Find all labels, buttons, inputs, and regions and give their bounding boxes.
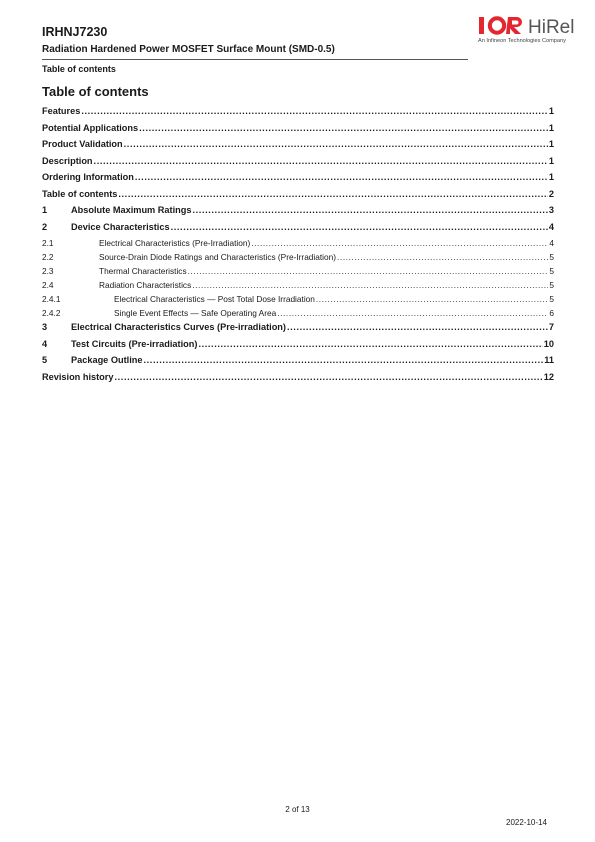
toc-entry-page: 4	[548, 221, 554, 232]
toc-entry-page: 5	[549, 280, 554, 290]
leader-dots	[316, 294, 548, 304]
toc-entry-section-5[interactable]	[42, 355, 554, 372]
toc-entry-number: 2.4.1	[42, 294, 61, 304]
toc-entry-number: 1	[42, 205, 48, 215]
leader-dots	[135, 172, 548, 182]
toc-entry-table-of-contents[interactable]	[42, 189, 554, 206]
toc-entry-number: 5	[42, 355, 48, 365]
page-number: 2 of 13	[285, 805, 310, 814]
toc-entry-number: 4	[42, 338, 48, 349]
toc-entry-page: 1	[548, 155, 554, 166]
leader-dots	[198, 339, 542, 349]
toc-entry-page: 5	[549, 252, 554, 262]
toc-entry-revision-history[interactable]	[42, 372, 554, 389]
leader-dots	[94, 156, 548, 166]
toc-entry-page: 2	[548, 188, 554, 199]
toc-entry-label: Radiation Characteristics	[99, 280, 192, 290]
leader-dots	[118, 189, 548, 199]
leader-dots	[337, 252, 548, 262]
svg-text:HiRel: HiRel	[528, 17, 575, 38]
toc-entry-ordering-information[interactable]	[42, 172, 554, 189]
toc-entry-page: 7	[548, 322, 554, 332]
toc-entry-label: Features	[42, 106, 81, 116]
toc-entry-label: Potential Applications	[42, 122, 139, 133]
toc-entry-label: Description	[42, 155, 93, 166]
document-part-number: IRHNJ7230	[42, 25, 108, 39]
toc-entry-label: Electrical Characteristics (Pre-Irradiation)	[99, 238, 251, 248]
toc-entry-number: 3	[42, 322, 48, 332]
header-divider	[42, 59, 468, 60]
toc-entry-page: 1	[548, 106, 554, 116]
leader-dots	[144, 355, 544, 365]
toc-entry-number: 2.1	[42, 238, 54, 248]
toc-entry-label: Absolute Maximum Ratings	[71, 205, 192, 215]
leader-dots	[192, 280, 548, 290]
toc-list	[42, 106, 554, 388]
toc-entry-label: Package Outline	[71, 355, 143, 365]
toc-entry-page: 12	[543, 371, 554, 382]
toc-entry-section-4[interactable]	[42, 339, 554, 356]
toc-entry-page: 1	[548, 122, 554, 133]
toc-entry-section-2-2[interactable]	[42, 252, 554, 266]
leader-dots	[277, 308, 548, 318]
leader-dots	[192, 205, 547, 215]
toc-entry-page: 5	[549, 266, 554, 276]
toc-entry-label: Source-Drain Diode Ratings and Characteristics (Pre-Irradiation)	[99, 252, 337, 262]
toc-entry-page: 5	[549, 294, 554, 304]
toc-entry-number: 2.4.2	[42, 308, 61, 318]
leader-dots	[287, 322, 548, 332]
toc-entry-number: 2.2	[42, 252, 54, 262]
toc-entry-label: Device Characteristics	[71, 221, 170, 232]
logo-tagline: An Infineon Technologies Company	[478, 38, 566, 44]
toc-entry-label: Table of contents	[42, 188, 118, 199]
toc-entry-number: 2.4	[42, 280, 54, 290]
toc-entry-label: Electrical Characteristics Curves (Pre-irradiation)	[71, 322, 286, 332]
toc-entry-label: Ordering Information	[42, 172, 134, 182]
toc-entry-page: 4	[549, 238, 554, 248]
toc-entry-page: 1	[548, 139, 554, 149]
toc-heading: Table of contents	[42, 84, 149, 99]
toc-entry-label: Electrical Characteristics — Post Total Dose Irradiation	[114, 294, 315, 304]
toc-entry-section-3[interactable]	[42, 322, 554, 339]
leader-dots	[251, 238, 548, 248]
toc-entry-page: 10	[543, 338, 554, 349]
toc-entry-label: Product Validation	[42, 139, 123, 149]
toc-entry-page: 1	[548, 172, 554, 182]
header-section-name: Table of contents	[42, 64, 116, 74]
toc-entry-label: Revision history	[42, 371, 114, 382]
toc-entry-product-validation[interactable]	[42, 139, 554, 156]
toc-entry-features[interactable]	[42, 106, 554, 123]
leader-dots	[124, 139, 548, 149]
toc-entry-label: Thermal Characteristics	[99, 266, 187, 276]
leader-dots	[188, 266, 549, 276]
toc-entry-section-2-4-1[interactable]	[42, 294, 554, 308]
leader-dots	[81, 106, 548, 116]
toc-entry-label: Single Event Effects — Safe Operating Area	[114, 308, 277, 318]
toc-entry-page: 6	[549, 308, 554, 318]
document-date: 2022-10-14	[506, 818, 547, 827]
toc-entry-section-1[interactable]	[42, 205, 554, 222]
toc-entry-label: Test Circuits (Pre-irradiation)	[71, 338, 198, 349]
toc-entry-section-2[interactable]	[42, 222, 554, 239]
leader-dots	[114, 372, 542, 382]
toc-entry-section-2-4[interactable]	[42, 280, 554, 294]
toc-entry-section-2-3[interactable]	[42, 266, 554, 280]
toc-entry-page: 11	[544, 355, 554, 365]
leader-dots	[139, 123, 548, 133]
toc-entry-section-2-4-2[interactable]	[42, 308, 554, 322]
toc-entry-potential-applications[interactable]	[42, 123, 554, 140]
toc-entry-number: 2	[42, 221, 48, 232]
toc-entry-number: 2.3	[42, 266, 54, 276]
toc-entry-page: 3	[548, 205, 554, 215]
toc-entry-section-2-1[interactable]	[42, 238, 554, 252]
document-subtitle: Radiation Hardened Power MOSFET Surface Mount (SMD-0.5)	[42, 44, 335, 55]
leader-dots	[171, 222, 548, 232]
toc-entry-description[interactable]	[42, 156, 554, 173]
